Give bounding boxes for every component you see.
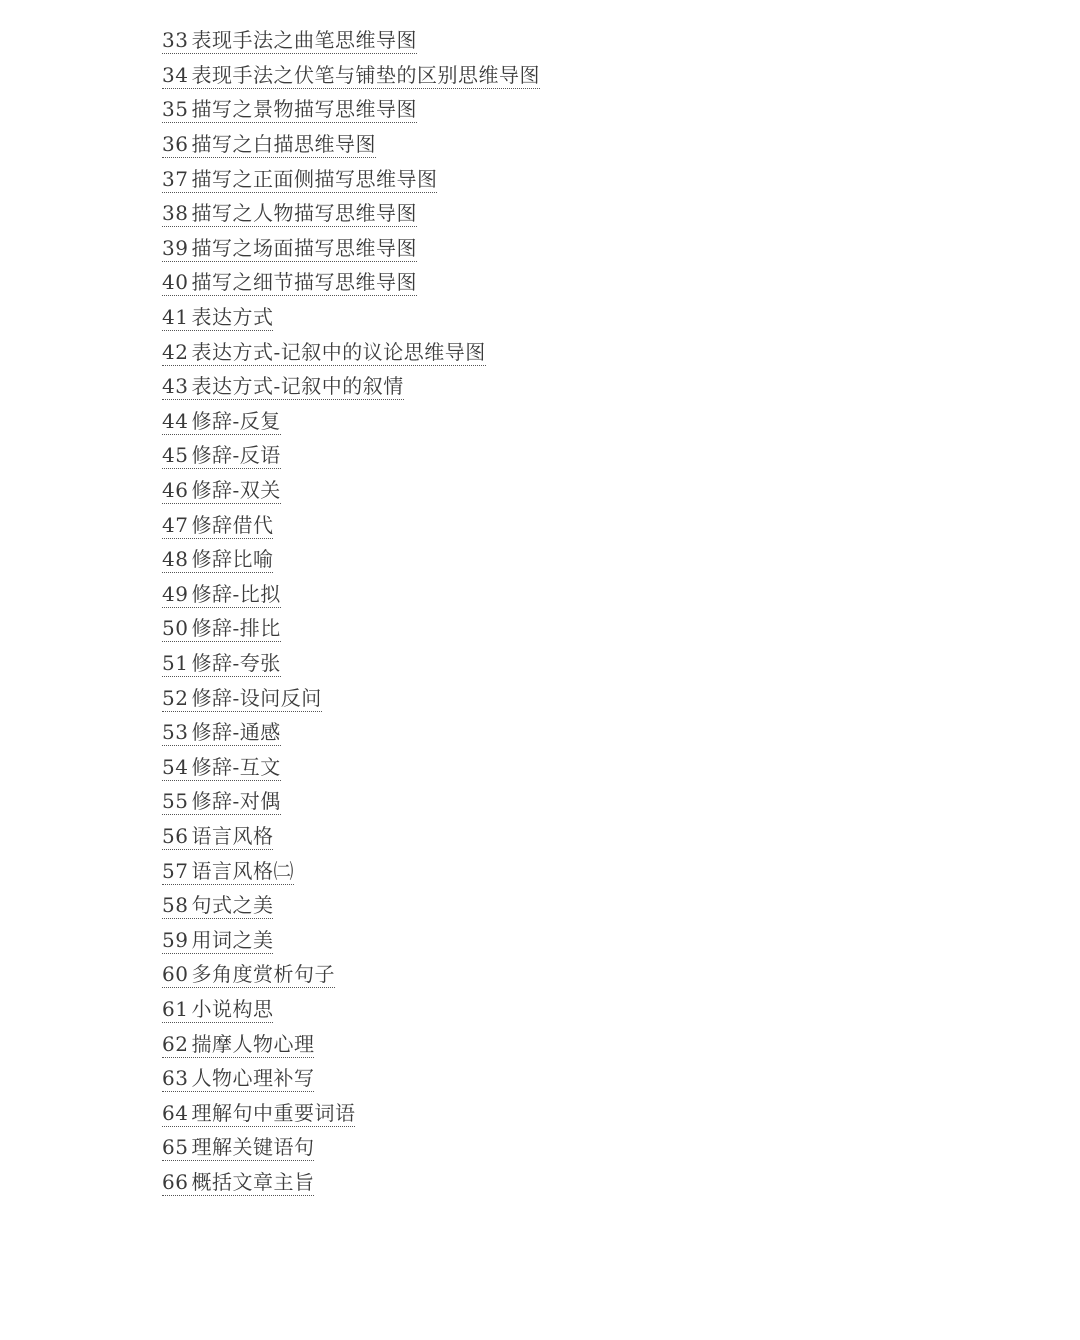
list-item [162,266,540,301]
list-item [162,578,540,613]
toc-item-number: 35 [162,97,189,122]
list-item [162,128,540,163]
toc-item-number: 64 [162,1100,189,1125]
toc-link[interactable] [162,97,417,123]
toc-item-title: 人物心理补写 [191,1066,315,1091]
list-item [162,24,540,59]
toc-item-title: 多角度赏析句子 [191,962,335,987]
list-item [162,405,540,440]
list-item [162,301,540,336]
toc-item-title: 概括文章主旨 [191,1169,315,1194]
toc-item-title: 修辞-互文 [191,754,281,779]
toc-item-number: 41 [162,305,189,330]
list-item [162,1027,540,1062]
list-item [162,1166,540,1201]
list-item [162,923,540,958]
list-item [162,750,540,785]
toc-item-title: 修辞-比拟 [191,581,281,606]
toc-item-number: 65 [162,1135,189,1160]
toc-item-number: 52 [162,685,189,710]
toc-item-title: 描写之人物描写思维导图 [191,201,417,226]
toc-link[interactable] [162,63,540,89]
toc-link[interactable] [162,789,281,815]
toc-link[interactable] [162,651,281,677]
list-item [162,508,540,543]
toc-item-number: 34 [162,62,189,87]
toc-item-title: 修辞-对偶 [191,789,281,814]
toc-item-number: 47 [162,512,189,537]
list-item [162,59,540,94]
toc-link[interactable] [162,582,281,608]
toc-link[interactable] [162,201,417,227]
toc-item-title: 表达方式 [191,305,274,330]
toc-item-number: 49 [162,581,189,606]
list-item [162,1096,540,1131]
toc-link[interactable] [162,443,281,469]
toc-item-number: 61 [162,996,189,1021]
toc-item-title: 语言风格 [191,823,274,848]
toc-item-number: 37 [162,166,189,191]
toc-link[interactable] [162,547,273,573]
toc-link[interactable] [162,1101,355,1127]
toc-link[interactable] [162,374,404,400]
toc-item-number: 42 [162,339,189,364]
toc-item-number: 56 [162,823,189,848]
list-item [162,958,540,993]
list-item [162,820,540,855]
toc-item-number: 36 [162,132,189,157]
toc-link[interactable] [162,132,376,158]
toc-link[interactable] [162,340,486,366]
toc-item-title: 描写之景物描写思维导图 [191,97,417,122]
list-item [162,335,540,370]
toc-item-title: 修辞比喻 [191,547,274,572]
toc-item-number: 63 [162,1066,189,1091]
table-of-contents [162,24,540,1200]
toc-link[interactable] [162,893,273,919]
list-item [162,232,540,267]
toc-item-title: 表达方式-记叙中的议论思维导图 [191,339,486,364]
toc-item-number: 45 [162,443,189,468]
toc-item-title: 描写之场面描写思维导图 [191,235,417,260]
toc-item-title: 修辞-夸张 [191,650,281,675]
toc-item-title: 用词之美 [191,927,274,952]
toc-item-number: 46 [162,478,189,503]
toc-item-title: 描写之正面侧描写思维导图 [191,166,438,191]
list-item [162,543,540,578]
toc-item-number: 43 [162,374,189,399]
toc-link[interactable] [162,859,294,885]
toc-item-number: 62 [162,1031,189,1056]
toc-item-title: 表现手法之伏笔与铺垫的区别思维导图 [191,62,540,87]
toc-link[interactable] [162,478,281,504]
toc-item-title: 理解关键语句 [191,1135,315,1160]
toc-item-title: 表达方式-记叙中的叙情 [191,374,404,399]
toc-link[interactable] [162,305,273,331]
toc-link[interactable] [162,962,335,988]
toc-link[interactable] [162,270,417,296]
toc-link[interactable] [162,236,417,262]
list-item [162,162,540,197]
list-item [162,1131,540,1166]
list-item [162,854,540,889]
toc-item-number: 60 [162,962,189,987]
list-item [162,993,540,1028]
toc-link[interactable] [162,409,281,435]
list-item [162,439,540,474]
toc-link[interactable] [162,997,273,1023]
list-item [162,474,540,509]
toc-item-title: 修辞-通感 [191,720,281,745]
toc-item-number: 44 [162,408,189,433]
list-item [162,370,540,405]
list-item [162,889,540,924]
toc-link[interactable] [162,1066,314,1092]
toc-item-title: 修辞-排比 [191,616,281,641]
toc-item-title: 理解句中重要词语 [191,1100,356,1125]
toc-item-number: 51 [162,650,189,675]
list-item [162,612,540,647]
list-item [162,647,540,682]
list-item [162,716,540,751]
toc-link[interactable] [162,755,281,781]
toc-item-title: 描写之细节描写思维导图 [191,270,417,295]
toc-link[interactable] [162,1170,314,1196]
toc-item-title: 表现手法之曲笔思维导图 [191,28,417,53]
toc-item-title: 句式之美 [191,893,274,918]
toc-item-number: 57 [162,858,189,883]
toc-item-title: 修辞-反复 [191,408,281,433]
toc-link[interactable] [162,1032,314,1058]
toc-item-title: 揣摩人物心理 [191,1031,315,1056]
list-item [162,197,540,232]
toc-link[interactable] [162,928,273,954]
toc-item-number: 39 [162,235,189,260]
list-item [162,785,540,820]
list-item [162,93,540,128]
toc-item-number: 50 [162,616,189,641]
toc-item-title: 描写之白描思维导图 [191,132,376,157]
toc-link[interactable] [162,686,322,712]
toc-item-number: 53 [162,720,189,745]
toc-item-title: 修辞-反语 [191,443,281,468]
toc-item-number: 33 [162,28,189,53]
toc-item-number: 59 [162,927,189,952]
toc-item-title: 修辞-双关 [191,478,281,503]
toc-item-number: 58 [162,893,189,918]
toc-link[interactable] [162,167,437,193]
toc-item-number: 40 [162,270,189,295]
toc-link[interactable] [162,720,281,746]
toc-item-title: 语言风格㈡ [191,858,294,883]
toc-link[interactable] [162,824,273,850]
toc-item-title: 修辞借代 [191,512,274,537]
toc-item-number: 38 [162,201,189,226]
toc-item-number: 66 [162,1169,189,1194]
toc-link[interactable] [162,513,273,539]
toc-link[interactable] [162,1135,314,1161]
toc-item-title: 小说构思 [191,996,274,1021]
toc-item-number: 55 [162,789,189,814]
toc-item-number: 54 [162,754,189,779]
list-item [162,681,540,716]
toc-link[interactable] [162,616,281,642]
toc-link[interactable] [162,28,417,54]
toc-item-number: 48 [162,547,189,572]
list-item [162,1062,540,1097]
toc-item-title: 修辞-设问反问 [191,685,322,710]
